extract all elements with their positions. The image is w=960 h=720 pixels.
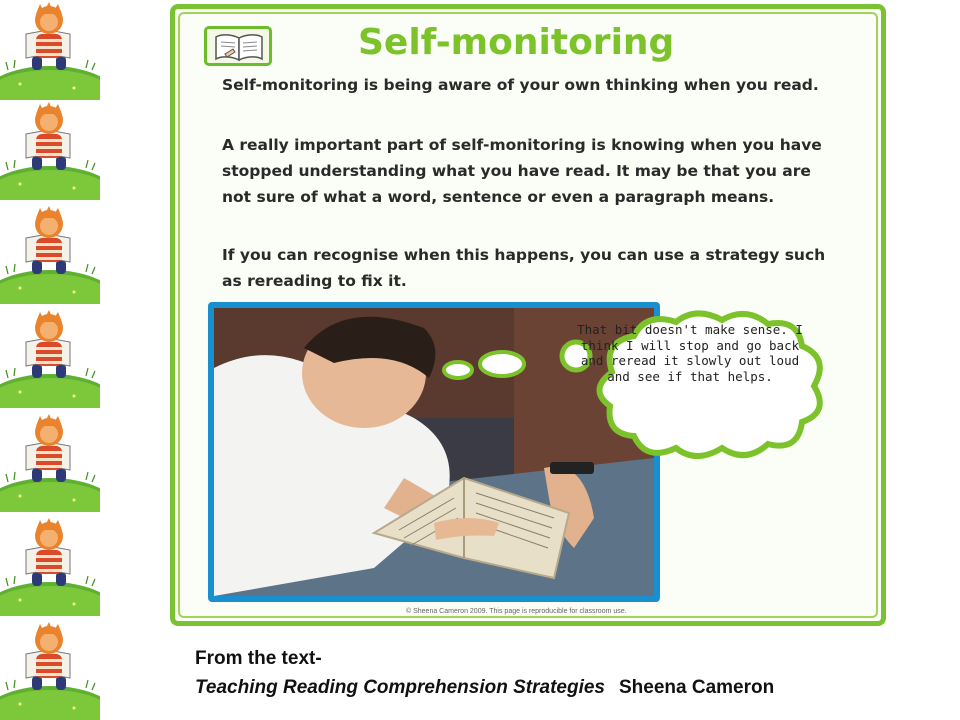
thought-bubble-text: That bit doesn't make sense. I think I will stop and go back and reread it slowly out loud and see if that helps.: [577, 322, 803, 384]
caption-line-2: [195, 677, 774, 699]
child-reading-on-hill-icon: [0, 204, 100, 304]
book-author: Sheena Cameron: [618, 677, 775, 698]
open-book-icon: [204, 26, 272, 66]
worksheet-image: [170, 4, 886, 626]
child-reading-on-hill-icon: [0, 100, 100, 200]
child-reading-on-hill-icon: [0, 620, 100, 720]
decorative-sidebar-strip: [0, 0, 100, 720]
caption-line-1: From the text-: [195, 648, 322, 669]
paragraph-2: A really important part of self-monitoring is knowing when you have stopped understanding what you have read. It may be that you are not sure of what a word, sentence or even a paragraph means.: [222, 136, 822, 206]
child-reading-on-hill-icon: [0, 412, 100, 512]
copyright-notice: © Sheena Cameron 2009. This page is reproducible for classroom use.: [406, 608, 627, 615]
child-reading-on-hill-icon: [0, 308, 100, 408]
paragraph-3: If you can recognise when this happens, you can use a strategy such as rereading to fix it.: [222, 246, 826, 290]
child-reading-on-hill-icon: [0, 516, 100, 616]
book-title: Teaching Reading Comprehension Strategies: [195, 677, 605, 698]
worksheet-title: Self-monitoring: [358, 22, 675, 63]
thought-bubble-dots: [440, 348, 536, 388]
paragraph-1: Self-monitoring is being aware of your own thinking when you read.: [222, 76, 819, 94]
child-reading-on-hill-icon: [0, 0, 100, 100]
